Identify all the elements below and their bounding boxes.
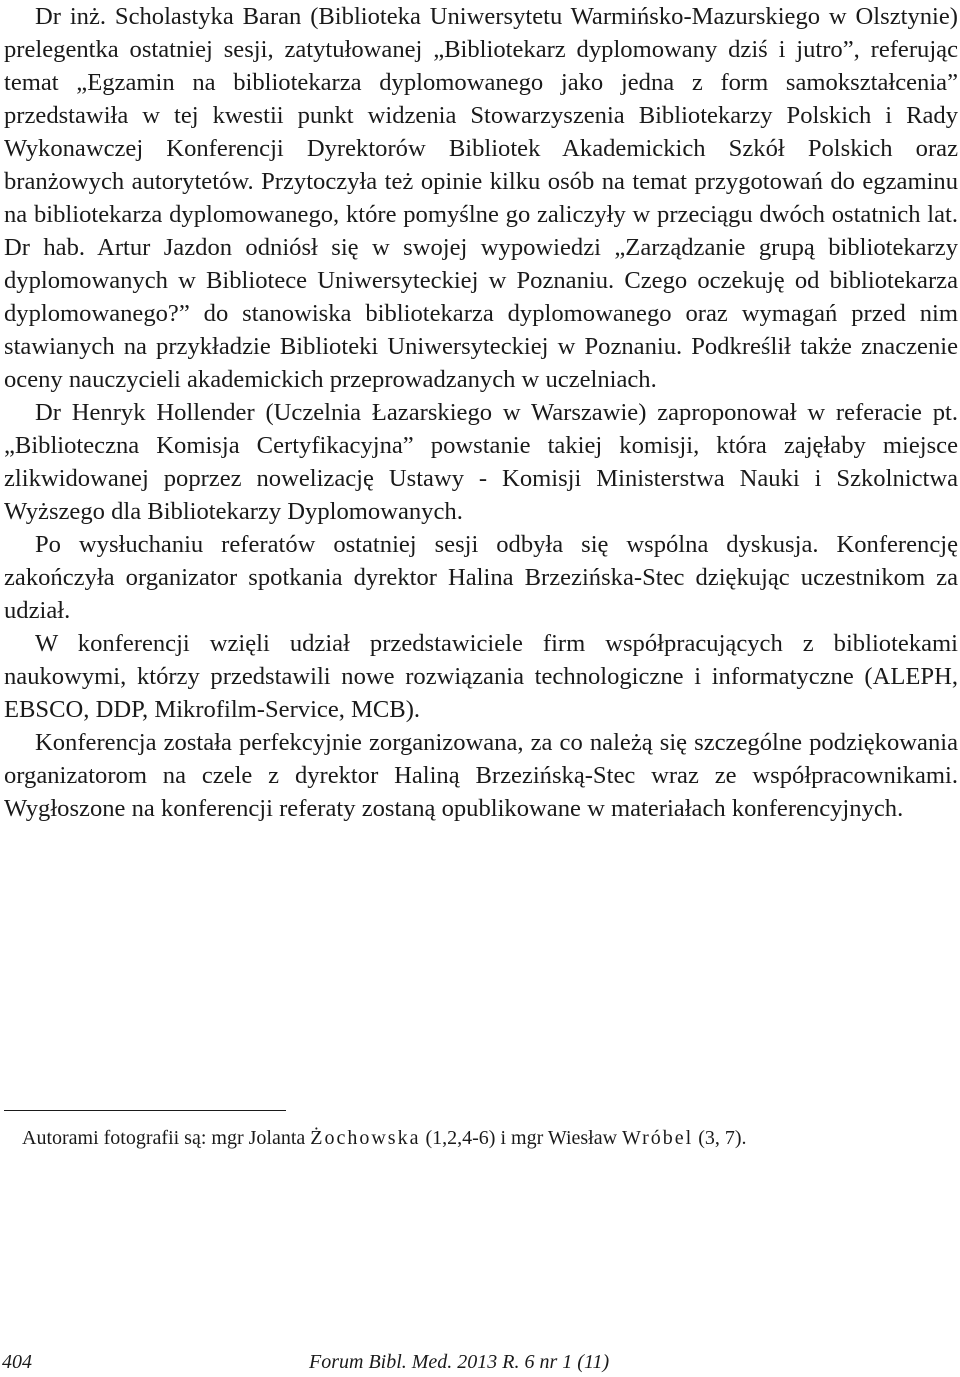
paragraph-baran-jazdon: Dr inż. Scholastyka Baran (Biblioteka Uniwersytetu Warmińsko-Mazurskiego w Olsztynie) prelegentka ostatniej sesji, zatytułowanej „Bibliotekarz dyplomowany dziś i jutro”, referując temat „Egzamin na bibliotekarza dyplomowanego jako jedna z form samokształcenia” przedstawiła w tej kwestii punkt widzenia Stowarzyszenia Bibliotekarzy Polskich i Rady Wykonawczej Konferencji Dyrektorów Bibliotek Akademickich Szkół Polskich oraz branżowych autorytetów. Przytoczyła też opinie kilku osób na temat przygotowań do egzaminu na bibliotekarza dyplomowanego, które pomyślne go zaliczyły w przeciągu dwóch ostatnich lat. Dr hab. Artur Jazdon odniósł się w swojej wypowiedzi „Zarządzanie grupą bibliotekarzy dyplomowanych w Bibliotece Uniwersyteckiej w Poznaniu. Czego oczekuję od bibliotekarza dyplomowanego?” do stanowiska bibliotekarza dyplomowanego oraz wymagań przed nim stawianych na przykładzie Biblioteki Uniwersyteckiej w Poznaniu. Podkreślił także znaczenie oceny nauczycieli akademickich przeprowadzanych w uczelniach.	[4, 3, 958, 393]
paragraph-discussion: Po wysłuchaniu referatów ostatniej sesji odbyła się wspólna dyskusja. Konferencję zakończyła organizator spotkania dyrektor Halina Brzezińska-Stec dziękując uczestnikom za udział.	[4, 531, 958, 624]
footnote-divider	[4, 1110, 286, 1111]
paragraph-companies: W konferencji wzięli udział przedstawiciele firm współpracujących z bibliotekami naukowymi, którzy przedstawili nowe rozwiązania technologiczne i informatyczne (ALEPH, EBSCO, DDP, Mikrofilm-Service, MCB).	[4, 630, 958, 723]
footnote-middle: (1,2,4-6) i mgr Wiesław	[420, 1127, 623, 1149]
footnote-suffix: (3, 7).	[693, 1127, 747, 1149]
footnote-author-1: Żochowska	[310, 1127, 421, 1149]
paragraph-conclusion: Konferencja została perfekcyjnie zorganizowana, za co należą się szczególne podziękowania organizatorom na czele z dyrektor Haliną Brzezińską-Stec wraz ze współpracownikami. Wygłoszone na konferencji referaty zostaną opublikowane w materiałach konferencyjnych.	[4, 729, 958, 822]
footnote-author-2: Wróbel	[622, 1127, 694, 1149]
paragraph-hollender: Dr Henryk Hollender (Uczelnia Łazarskiego w Warszawie) zaproponował w referacie pt. „Biblioteczna Komisja Certyfikacyjna” powstanie takiej komisji, która zajęłaby miejsce zlikwidowanej poprzez nowelizację Ustawy - Komisji Ministerstwa Nauki i Szkolnictwa Wyższego dla Bibliotekarzy Dyplomowanych.	[4, 399, 958, 525]
page-number: 404	[2, 1351, 32, 1373]
photo-credits-footnote	[22, 1126, 952, 1150]
article-body	[4, 0, 958, 825]
footnote-prefix: Autorami fotografii są: mgr Jolanta	[22, 1127, 311, 1149]
journal-citation: Forum Bibl. Med. 2013 R. 6 nr 1 (11)	[309, 1351, 610, 1373]
